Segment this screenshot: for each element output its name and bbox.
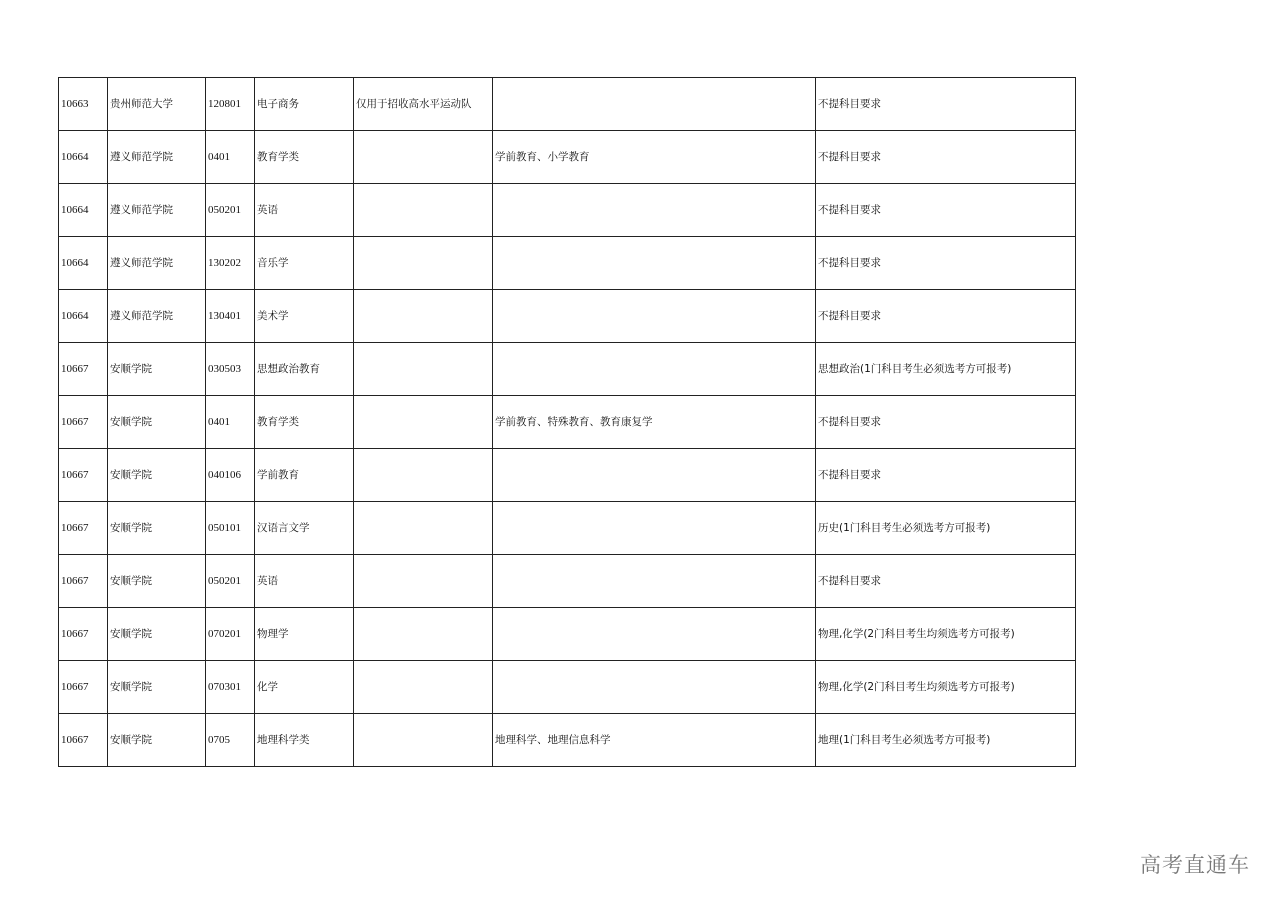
included-majors-cell (493, 290, 816, 343)
table-row (59, 237, 1076, 290)
institution-code-cell: 10664 (59, 184, 108, 237)
institution-code-cell: 10667 (59, 555, 108, 608)
included-majors-cell (493, 661, 816, 714)
included-majors-cell (493, 237, 816, 290)
included-majors-cell (493, 555, 816, 608)
subject-requirement-cell: 物理,化学(2门科目考生均须选考方可报考) (816, 661, 1076, 714)
note-cell (354, 184, 493, 237)
subject-requirement-cell: 不提科目要求 (816, 237, 1076, 290)
note-cell (354, 396, 493, 449)
institution-name-cell: 安顺学院 (108, 449, 206, 502)
major-code-cell: 0705 (206, 714, 255, 767)
institution-name-cell: 遵义师范学院 (108, 237, 206, 290)
major-name-cell: 学前教育 (255, 449, 354, 502)
major-code-cell: 120801 (206, 78, 255, 131)
included-majors-cell (493, 608, 816, 661)
major-name-cell: 教育学类 (255, 396, 354, 449)
institution-name-cell: 安顺学院 (108, 555, 206, 608)
note-cell (354, 343, 493, 396)
major-code-cell: 0401 (206, 396, 255, 449)
major-name-cell: 汉语言文学 (255, 502, 354, 555)
table-row (59, 290, 1076, 343)
note-cell (354, 714, 493, 767)
major-code-cell: 0401 (206, 131, 255, 184)
note-cell (354, 290, 493, 343)
included-majors-cell: 学前教育、小学教育 (493, 131, 816, 184)
institution-code-cell: 10667 (59, 396, 108, 449)
note-cell (354, 661, 493, 714)
institution-name-cell: 安顺学院 (108, 396, 206, 449)
table-row (59, 131, 1076, 184)
watermark-text: 高考直通车 (1140, 853, 1250, 877)
institution-name-cell: 安顺学院 (108, 502, 206, 555)
institution-code-cell: 10667 (59, 661, 108, 714)
subject-requirement-cell: 地理(1门科目考生必须选考方可报考) (816, 714, 1076, 767)
major-name-cell: 物理学 (255, 608, 354, 661)
subject-requirement-cell: 思想政治(1门科目考生必须选考方可报考) (816, 343, 1076, 396)
table-row (59, 343, 1076, 396)
major-name-cell: 音乐学 (255, 237, 354, 290)
institution-name-cell: 安顺学院 (108, 343, 206, 396)
institution-name-cell: 遵义师范学院 (108, 184, 206, 237)
major-name-cell: 教育学类 (255, 131, 354, 184)
institution-code-cell: 10664 (59, 237, 108, 290)
table-row (59, 608, 1076, 661)
institution-code-cell: 10667 (59, 502, 108, 555)
institution-code-cell: 10663 (59, 78, 108, 131)
major-code-cell: 070201 (206, 608, 255, 661)
institution-code-cell: 10667 (59, 608, 108, 661)
major-code-cell: 130401 (206, 290, 255, 343)
table-row (59, 449, 1076, 502)
included-majors-cell: 学前教育、特殊教育、教育康复学 (493, 396, 816, 449)
note-cell (354, 449, 493, 502)
note-cell (354, 555, 493, 608)
institution-code-cell: 10664 (59, 290, 108, 343)
major-code-cell: 050201 (206, 555, 255, 608)
major-name-cell: 思想政治教育 (255, 343, 354, 396)
major-code-cell: 050201 (206, 184, 255, 237)
major-requirements-table (58, 77, 1076, 767)
table-row (59, 502, 1076, 555)
major-code-cell: 050101 (206, 502, 255, 555)
major-name-cell: 英语 (255, 555, 354, 608)
major-name-cell: 地理科学类 (255, 714, 354, 767)
institution-name-cell: 遵义师范学院 (108, 290, 206, 343)
major-code-cell: 070301 (206, 661, 255, 714)
major-code-cell: 040106 (206, 449, 255, 502)
institution-name-cell: 贵州师范大学 (108, 78, 206, 131)
subject-requirement-cell: 不提科目要求 (816, 131, 1076, 184)
subject-requirement-cell: 不提科目要求 (816, 555, 1076, 608)
table-row (59, 184, 1076, 237)
table-row (59, 555, 1076, 608)
table-row (59, 714, 1076, 767)
subject-requirement-cell: 历史(1门科目考生必须选考方可报考) (816, 502, 1076, 555)
subject-requirement-cell: 不提科目要求 (816, 290, 1076, 343)
subject-requirement-cell: 不提科目要求 (816, 396, 1076, 449)
subject-requirement-cell: 不提科目要求 (816, 449, 1076, 502)
subject-requirement-cell: 物理,化学(2门科目考生均须选考方可报考) (816, 608, 1076, 661)
subject-requirement-cell: 不提科目要求 (816, 184, 1076, 237)
institution-name-cell: 安顺学院 (108, 608, 206, 661)
major-code-cell: 030503 (206, 343, 255, 396)
institution-name-cell: 遵义师范学院 (108, 131, 206, 184)
table-row (59, 396, 1076, 449)
note-cell: 仅用于招收高水平运动队 (354, 78, 493, 131)
table-row (59, 78, 1076, 131)
major-name-cell: 化学 (255, 661, 354, 714)
note-cell (354, 608, 493, 661)
table-body (59, 78, 1076, 767)
institution-name-cell: 安顺学院 (108, 661, 206, 714)
note-cell (354, 502, 493, 555)
included-majors-cell (493, 184, 816, 237)
included-majors-cell: 地理科学、地理信息科学 (493, 714, 816, 767)
table-row (59, 661, 1076, 714)
institution-code-cell: 10667 (59, 449, 108, 502)
major-name-cell: 英语 (255, 184, 354, 237)
institution-code-cell: 10667 (59, 714, 108, 767)
institution-code-cell: 10664 (59, 131, 108, 184)
major-name-cell: 美术学 (255, 290, 354, 343)
note-cell (354, 131, 493, 184)
institution-code-cell: 10667 (59, 343, 108, 396)
included-majors-cell (493, 449, 816, 502)
subject-requirement-cell: 不提科目要求 (816, 78, 1076, 131)
included-majors-cell (493, 502, 816, 555)
major-code-cell: 130202 (206, 237, 255, 290)
major-name-cell: 电子商务 (255, 78, 354, 131)
institution-name-cell: 安顺学院 (108, 714, 206, 767)
included-majors-cell (493, 343, 816, 396)
note-cell (354, 237, 493, 290)
included-majors-cell (493, 78, 816, 131)
